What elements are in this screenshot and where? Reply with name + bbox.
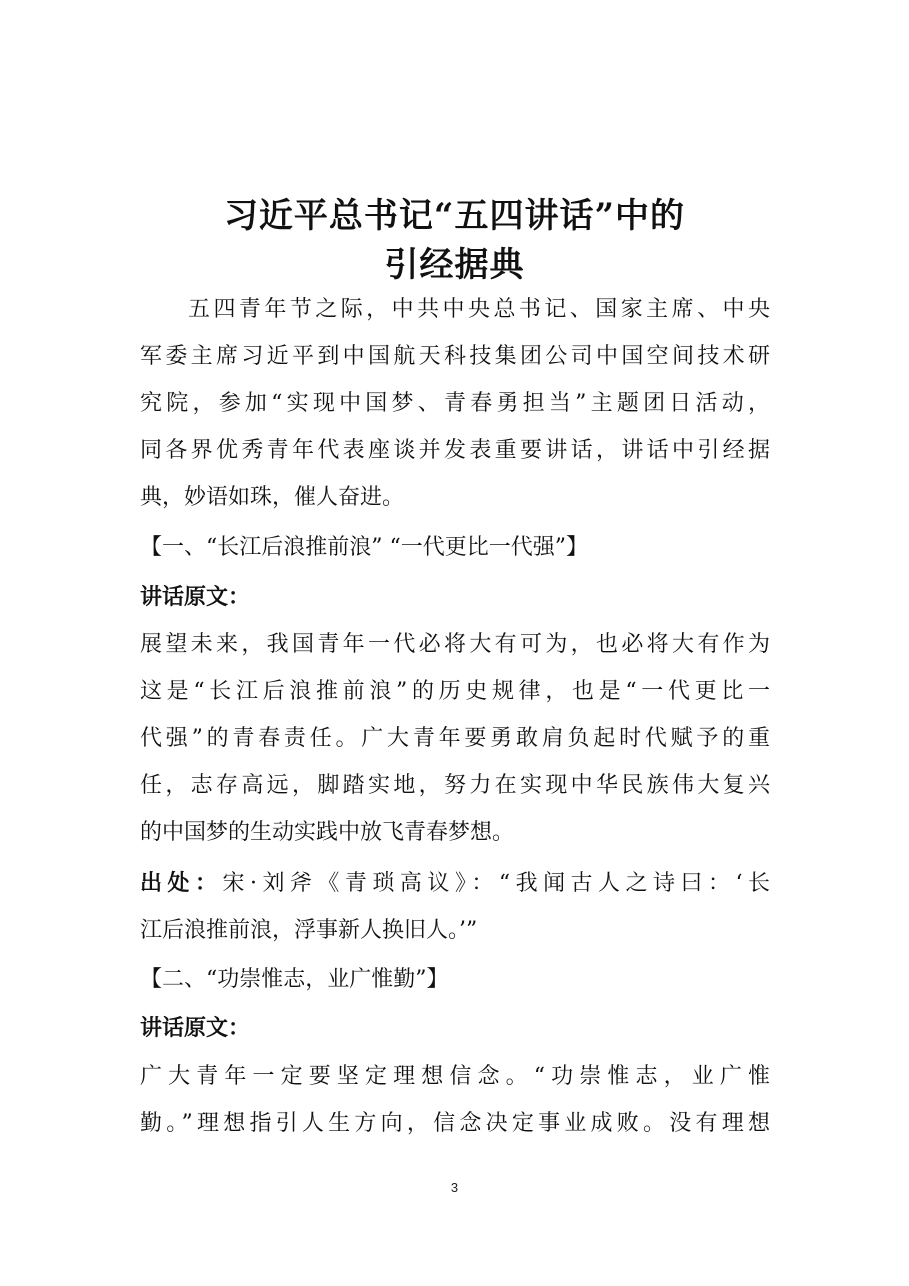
section1-source-text: 宋·刘斧《青琐高议》：“我闻古人之诗曰：‘长 [222,871,770,896]
intro-line-1: 五四青年节之际，中共中央总书记、国家主席、中央 [188,297,770,322]
section1-source-line-2: 江后浪推前浪，浮事新人换旧人。’” [140,918,478,943]
section2-heading: 【二、“功崇惟志，业广惟勤”】 [140,967,449,992]
section1-source-label: 出处： [140,871,223,896]
section2-speech-label: 讲话原文： [140,1016,251,1041]
section2-speech-line-2: 勤。”理想指引人生方向，信念决定事业成败。没有理想 [140,1111,770,1136]
section1-heading: 【一、“长江后浪推前浪” “一代更比一代强”】 [140,535,588,560]
section1-speech-line-3: 代强”的青春责任。广大青年要勇敢肩负起时代赋予的重 [140,726,770,751]
intro-line-2: 军委主席习近平到中国航天科技集团公司中国空间技术研 [140,344,770,369]
intro-line-4: 同各界优秀青年代表座谈并发表重要讲话，讲话中引经据 [140,438,770,463]
intro-line-5: 典，妙语如珠，催人奋进。 [140,485,405,510]
document-title-line2: 引经据典 [384,245,525,285]
page-number: 3 [450,1180,459,1195]
document-title-line1: 习近平总书记“五四讲话”中的 [223,196,686,236]
section1-speech-line-5: 的中国梦的生动实践中放飞青春梦想。 [140,820,515,845]
intro-line-3: 究院，参加“实现中国梦、青春勇担当”主题团日活动， [140,391,770,416]
section1-speech-line-2: 这是“长江后浪推前浪”的历史规律，也是“一代更比一 [140,679,770,704]
section1-speech-line-4: 任，志存高远，脚踏实地，努力在实现中华民族伟大复兴 [140,773,770,798]
section1-speech-line-1: 展望未来，我国青年一代必将大有可为，也必将大有作为 [140,632,770,657]
section1-speech-label: 讲话原文： [140,585,251,610]
section1-source-line-1 [140,869,770,899]
section2-speech-line-1: 广大青年一定要坚定理想信念。“功崇惟志，业广惟 [140,1064,770,1089]
